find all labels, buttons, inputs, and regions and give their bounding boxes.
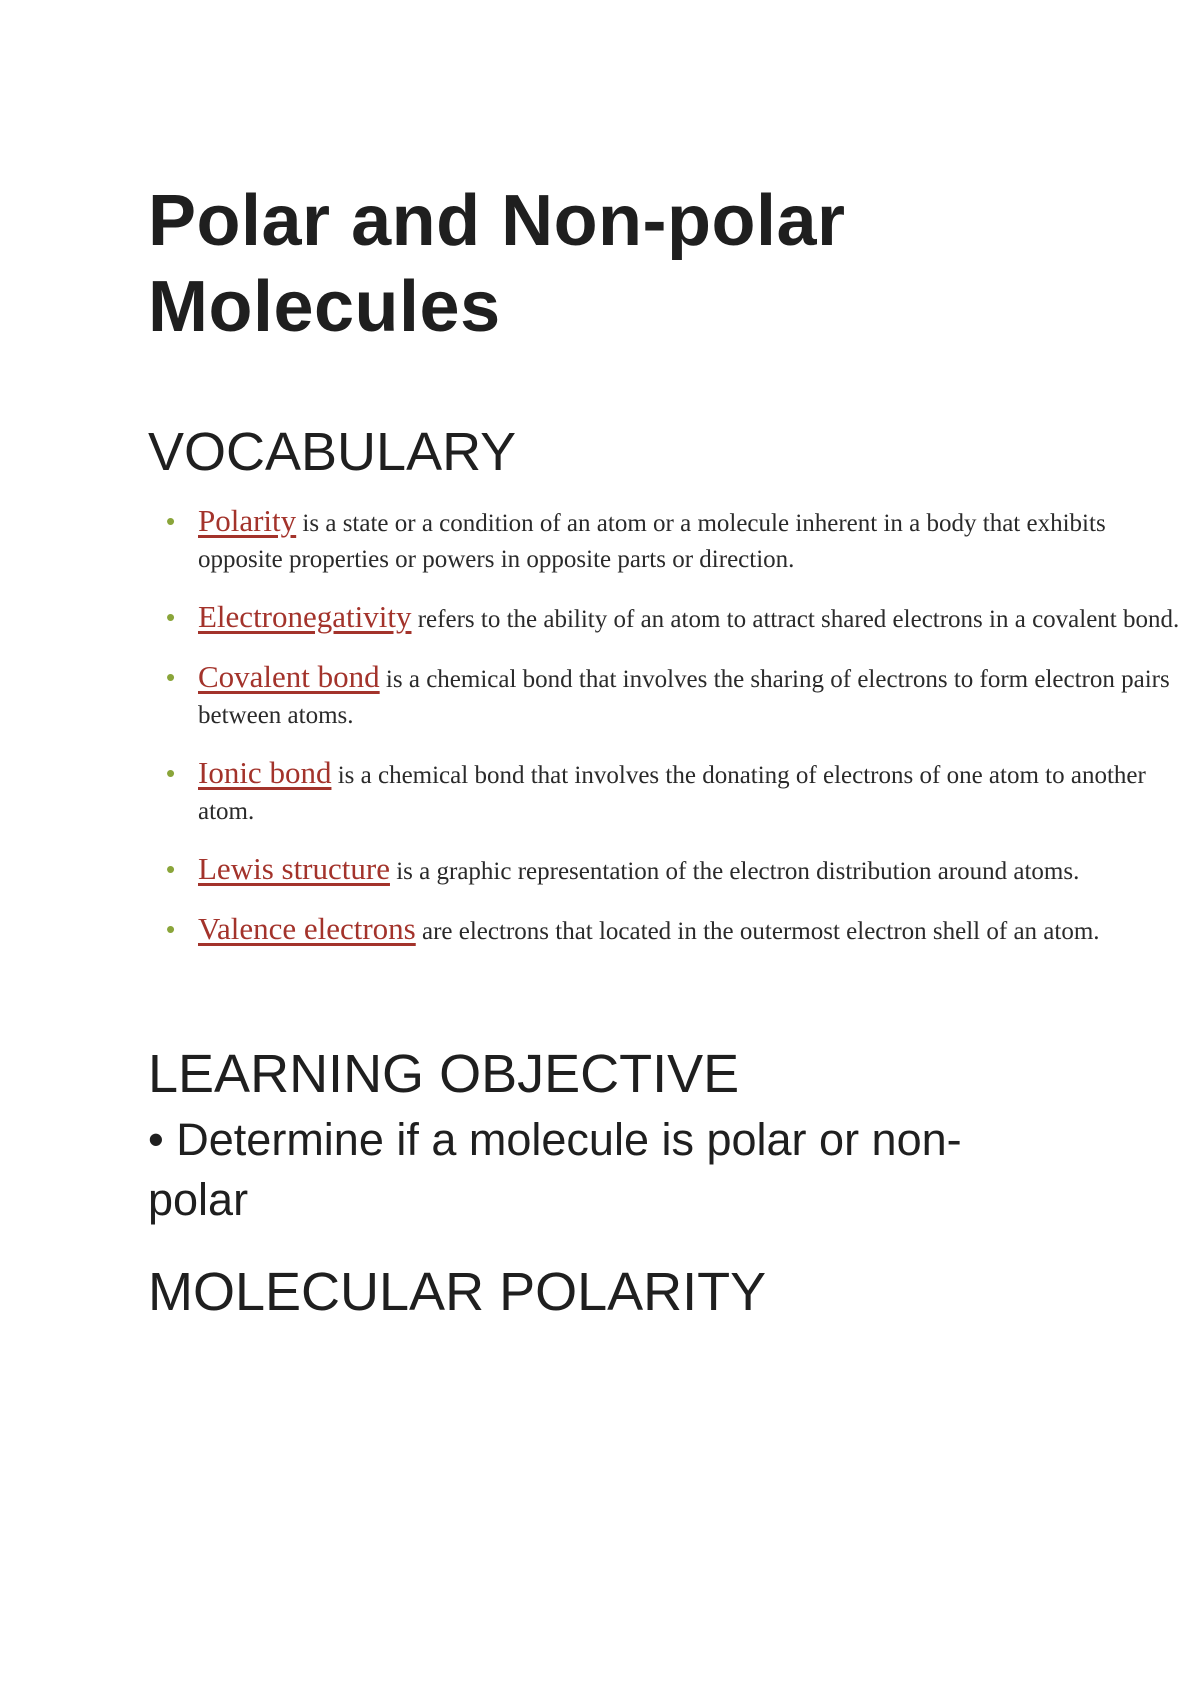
- learning-objective-heading: LEARNING OBJECTIVE: [148, 1044, 740, 1104]
- term-valence-electrons: Valence electrons: [198, 911, 416, 946]
- vocabulary-item-polarity: [166, 503, 1196, 578]
- vocabulary-item-valence-electrons: [166, 911, 1196, 950]
- vocabulary-heading: VOCABULARY: [148, 422, 517, 482]
- definition-electronegativity: refers to the ability of an atom to attract shared electrons in a covalent bond.: [411, 606, 1180, 633]
- learning-objective-text: [148, 1110, 1008, 1230]
- vocabulary-list: [166, 503, 1196, 971]
- definition-valence-electrons: are electrons that located in the outermost electron shell of an atom.: [415, 918, 1100, 945]
- vocabulary-item-ionic-bond: [166, 755, 1196, 830]
- definition-ionic-bond: is a chemical bond that involves the donating of electrons of one atom to another atom.: [198, 762, 1146, 825]
- bullet-icon: •: [166, 602, 176, 632]
- term-covalent-bond: Covalent bond: [198, 659, 380, 694]
- objective-bullet-icon: •: [148, 1114, 164, 1165]
- bullet-icon: •: [166, 854, 176, 884]
- definition-polarity: is a state or a condition of an atom or a molecule inherent in a body that exhibits opposite properties or powers in opposite parts or direction.: [198, 510, 1106, 573]
- bullet-icon: •: [166, 506, 176, 536]
- vocabulary-item-lewis-structure: [166, 851, 1196, 890]
- objective-statement: Determine if a molecule is polar or non-polar: [148, 1114, 962, 1225]
- definition-covalent-bond: is a chemical bond that involves the sharing of electrons to form electron pairs between atoms.: [198, 666, 1170, 729]
- molecular-polarity-heading: MOLECULAR POLARITY: [148, 1262, 767, 1322]
- vocabulary-item-covalent-bond: [166, 659, 1196, 734]
- page-title: Polar and Non-polar Molecules: [148, 181, 846, 347]
- bullet-icon: •: [166, 914, 176, 944]
- term-electronegativity: Electronegativity: [198, 599, 412, 634]
- term-polarity: Polarity: [198, 503, 297, 538]
- term-ionic-bond: Ionic bond: [198, 755, 332, 790]
- bullet-icon: •: [166, 758, 176, 788]
- term-lewis-structure: Lewis structure: [198, 851, 390, 886]
- vocabulary-item-electronegativity: [166, 599, 1196, 638]
- definition-lewis-structure: is a graphic representation of the electron distribution around atoms.: [389, 858, 1080, 885]
- bullet-icon: •: [166, 662, 176, 692]
